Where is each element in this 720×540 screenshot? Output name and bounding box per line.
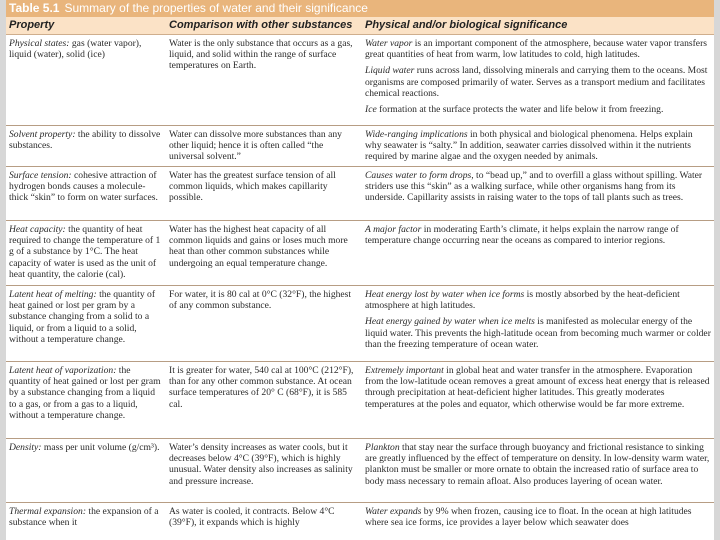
- significance-cell: [365, 170, 711, 209]
- comparison-cell: Water is the only substance that occurs as a gas, liquid, and solid within the range of surface temperatures on Earth.: [169, 38, 353, 72]
- significance-cell: [365, 506, 711, 533]
- significance-text: in moderating Earth’s climate, it helps explain the narrow range of temperature change occurring near the oceans as compared to interior regions.: [365, 224, 679, 247]
- table-row: [6, 35, 714, 126]
- comparison-cell: It is greater for water, 540 cal at 100°C (212°F), than for any other common substance. At ocean surface temperatures of 20° C (68°F), it is 585 cal.: [169, 365, 354, 410]
- property-term: Density:: [9, 442, 42, 453]
- significance-cell: [365, 129, 711, 168]
- significance-text: in global heat and water transfer in the atmosphere. Evaporation from the low-latitude ocean removes a great amount of excess heat energy that is released through precipitation at heat-deficient higher latitudes. This greatly moderates temperatures at the poles and equator, which otherwise would be far more extreme.: [365, 365, 710, 410]
- significance-term: Heat energy lost by water when ice forms: [365, 289, 525, 300]
- property-cell: [9, 38, 161, 60]
- header-significance: Physical and/or biological significance: [365, 19, 568, 31]
- property-definition: the quantity of heat gained or lost per gram by a substance changing from a liquid to a gas, or from a gas to a liquid, without a temperature change.: [9, 365, 161, 421]
- significance-text: is an important component of the atmosphere, because water vapor transfers great quantities of heat from warm, low latitudes to cold, high latitudes.: [365, 38, 707, 61]
- property-cell: [9, 129, 161, 151]
- table-number: Table 5.1: [9, 1, 60, 15]
- significance-paragraph: [365, 289, 711, 311]
- significance-text: runs across land, dissolving minerals and carrying them to the oceans. Most organisms are composed primarily of water. Serves as a transport medium and facilitates chemical reactions.: [365, 65, 708, 99]
- significance-term: Heat energy gained by water when ice melts: [365, 316, 535, 328]
- property-definition: gas (water vapor), liquid (water), solid (ice): [9, 38, 142, 61]
- significance-text: to “bead up,” and to overfill a glass without spilling. Water striders use this “skin” as a walking surface, while other organisms hang from its underside. Capillarity assists in raising water to the tops of tall plants such as trees.: [365, 170, 703, 204]
- property-cell: [9, 506, 161, 528]
- table-title-bar: [6, 0, 714, 17]
- significance-term: Water expands: [365, 506, 422, 517]
- property-cell: [9, 289, 161, 345]
- significance-cell: [365, 289, 711, 355]
- property-definition: mass per unit volume (g/cm³).: [41, 442, 160, 453]
- table-row: [6, 362, 714, 439]
- significance-cell: [365, 224, 711, 251]
- significance-term: Plankton: [365, 442, 400, 453]
- significance-paragraph: [365, 442, 711, 487]
- significance-cell: [365, 365, 711, 415]
- property-term: Solvent property:: [9, 129, 76, 140]
- comparison-cell: For water, it is 80 cal at 0°C (32°F), the highest of any common substance.: [169, 289, 352, 312]
- significance-text: by 9% when frozen, causing ice to float. In the ocean at high latitudes where sea ice forms, ice provides a layer below which seawater does: [365, 506, 692, 529]
- property-term: Latent heat of vaporization:: [9, 365, 117, 376]
- significance-term: Extremely important: [365, 365, 444, 376]
- property-cell: [9, 170, 161, 204]
- page-edge-right: [714, 0, 720, 540]
- table-row: [6, 167, 714, 221]
- property-definition: cohesive attraction of hydrogen bonds causes a molecule-thick “skin” to form on water surfaces.: [9, 170, 158, 204]
- property-term: Latent heat of melting:: [9, 289, 97, 300]
- significance-text: that stay near the surface through buoyancy and frictional resistance to sinking are greatly influenced by the effect of temperature on density. In low-density warm water, plankton must be smaller or more ornate to obtain the increased ratio of surface area to body mass necessary to remain afloat. Also produces layering of ocean water.: [365, 442, 710, 487]
- table-row: [6, 221, 714, 286]
- significance-paragraph: [365, 170, 711, 204]
- header-comparison: Comparison with other substances: [169, 19, 353, 31]
- property-term: Thermal expansion:: [9, 506, 87, 517]
- comparison-cell: Water has the greatest surface tension of all common liquids, which makes capillarity possible.: [169, 170, 336, 204]
- significance-text: formation at the surface protects the water and life below it from freezing.: [376, 104, 664, 116]
- significance-term: Ice: [365, 104, 377, 116]
- table-sheet: [6, 0, 714, 540]
- table-row: [6, 126, 714, 167]
- significance-paragraph: [365, 38, 711, 60]
- significance-paragraph: [365, 365, 711, 410]
- property-term: Surface tension:: [9, 170, 72, 181]
- property-definition: the quantity of heat required to change the temperature of 1 g of a substance by 1°C. The heat capacity of water is used as the unit of heat quantity, the calorie (cal).: [9, 224, 161, 280]
- property-term: Heat capacity:: [9, 224, 66, 235]
- comparison-cell: As water is cooled, it contracts. Below 4°C (39°F), it expands which is highly: [169, 506, 335, 529]
- property-cell: [9, 224, 161, 280]
- property-definition: the expansion of a substance when it: [9, 506, 159, 529]
- table-title: Summary of the properties of water and their significance: [64, 1, 368, 15]
- table-header-row: [6, 17, 714, 35]
- significance-text: in both physical and biological phenomena. Helps explain why seawater is “salty.” In addition, seawater carries dissolved within it the nutrients required by marine algae and the oxygen needed by animals.: [365, 129, 693, 163]
- comparison-cell: Water can dissolve more substances than any other liquid; hence it is often called “the universal solvent.”: [169, 129, 342, 163]
- comparison-cell: Water has the highest heat capacity of all common liquids and gains or loses much more heat than other common substances while undergoing an equal temperature change.: [169, 224, 348, 269]
- comparison-cell: Water’s density increases as water cools, but it decreases below 4°C (39°F), which is highly unusual. Water density also increases as salinity and pressure increase.: [169, 442, 353, 487]
- property-definition: the quantity of heat gained or lost per gram by a substance changing from a solid to a liquid, or from a liquid to a solid, without a temperature change.: [9, 289, 156, 345]
- significance-term: A major factor: [365, 224, 422, 235]
- significance-paragraph: [365, 506, 711, 528]
- table-row: [6, 286, 714, 362]
- property-cell: [9, 365, 161, 421]
- header-property: Property: [9, 19, 55, 31]
- table-row: [6, 503, 714, 540]
- property-definition: the ability to dissolve substances.: [9, 129, 161, 152]
- significance-term: Wide-ranging implications: [365, 129, 468, 140]
- significance-paragraph: [365, 224, 711, 246]
- table-row: [6, 439, 714, 503]
- significance-term: Liquid water: [365, 65, 415, 77]
- significance-cell: [365, 442, 711, 492]
- significance-cell: [365, 38, 711, 120]
- significance-paragraph: [365, 104, 711, 115]
- property-cell: [9, 442, 161, 453]
- significance-paragraph: [365, 65, 711, 99]
- significance-paragraph: [365, 316, 711, 350]
- significance-term: Water vapor: [365, 38, 413, 49]
- significance-text: is manifested as molecular energy of the liquid water. This prevents the high-latitude ocean from becoming much warmer or colder than the freezing temperature of ocean water.: [365, 316, 711, 350]
- significance-text: is mostly absorbed by the heat-deficient atmosphere at high latitudes.: [365, 289, 680, 312]
- property-term: Physical states:: [9, 38, 70, 49]
- significance-paragraph: [365, 129, 711, 163]
- significance-term: Causes water to form drops,: [365, 170, 474, 181]
